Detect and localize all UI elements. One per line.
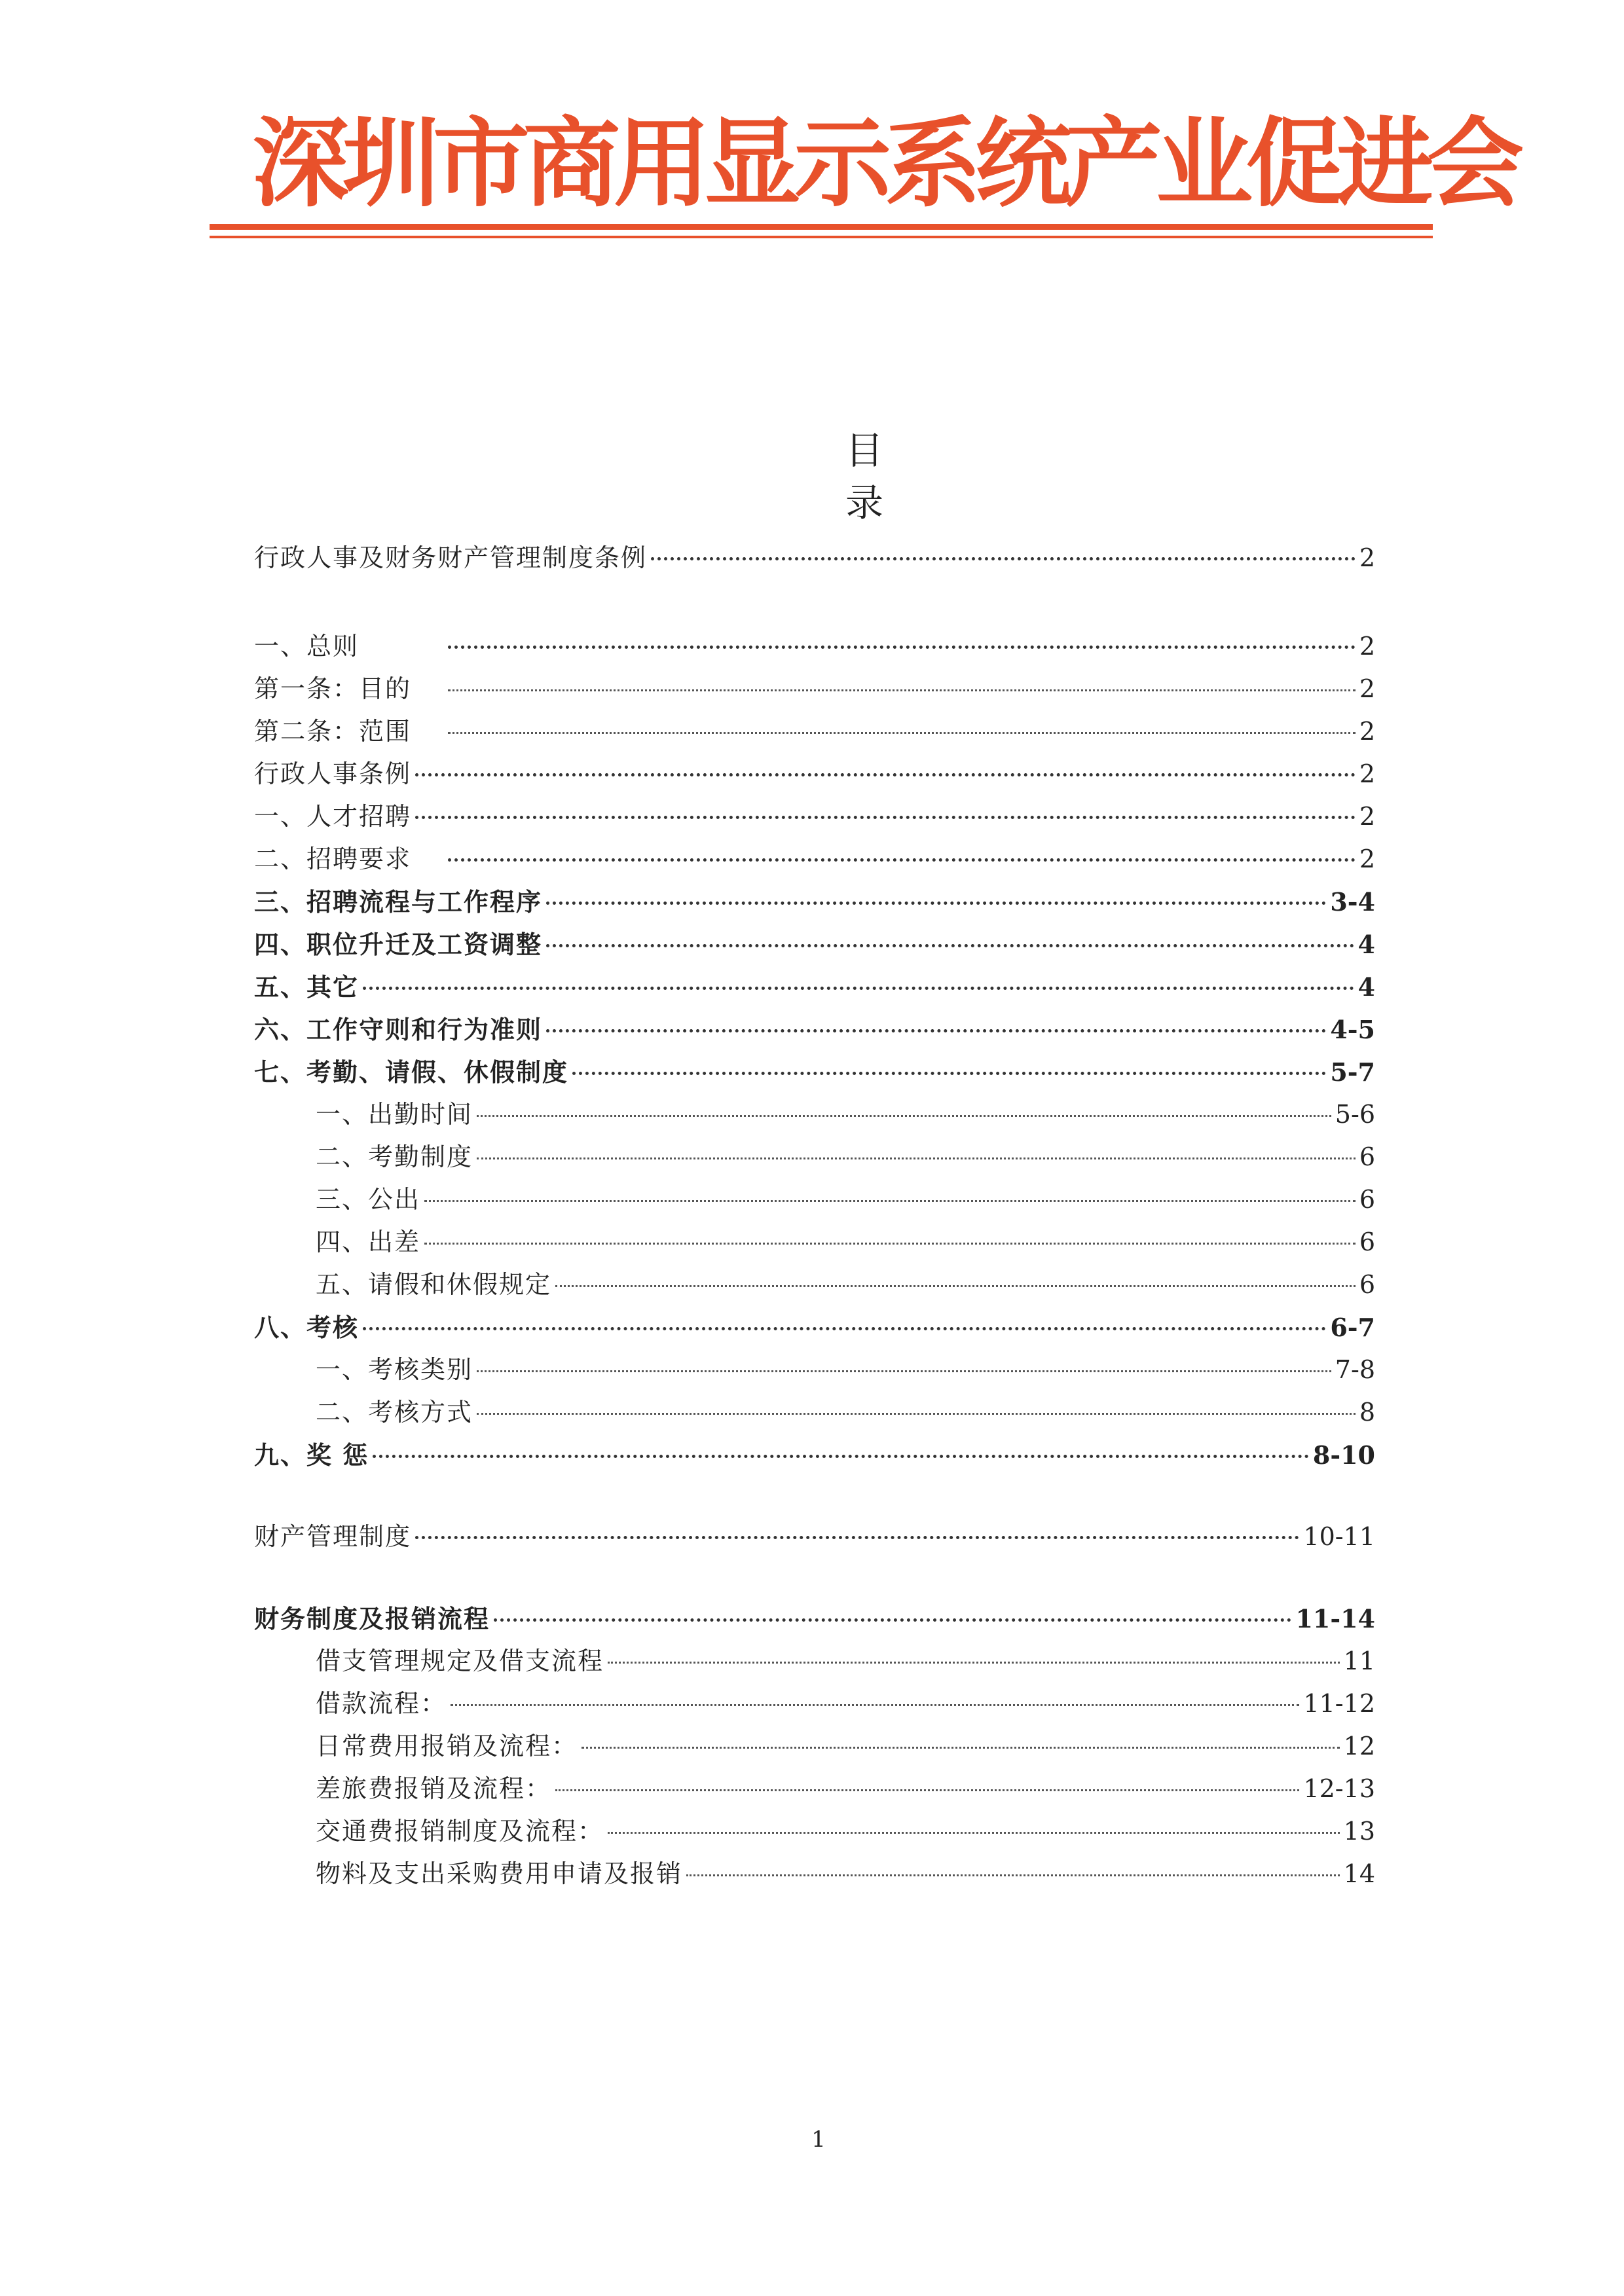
toc-entry[interactable] [254, 537, 1375, 579]
toc-entry[interactable] [254, 1810, 1375, 1853]
toc-leader-dots [651, 557, 1356, 560]
toc-entry-label: 一、人才招聘 [254, 802, 412, 831]
toc-entry[interactable] [254, 1349, 1375, 1391]
toc-entry-page: 11-14 [1295, 1604, 1375, 1633]
toc-entry-label: 第二条：范围 [254, 717, 412, 746]
toc-entry-label: 四、职位升迁及工资调整 [254, 930, 543, 959]
toc-entry-page: 4 [1357, 930, 1375, 959]
toc-entry[interactable] [254, 1306, 1375, 1349]
toc-leader-dots [477, 1157, 1356, 1159]
toc-entry-page: 3-4 [1330, 887, 1375, 917]
toc-entry-page: 8 [1359, 1398, 1375, 1427]
toc-leader-dots [477, 1413, 1356, 1415]
toc-entry-page: 2 [1359, 802, 1375, 831]
toc-entry[interactable] [254, 1008, 1375, 1051]
toc-entry[interactable] [254, 625, 1375, 668]
toc-leader-dots [608, 1662, 1340, 1664]
toc-entry-page: 13 [1343, 1817, 1375, 1846]
toc-entry-page: 11 [1343, 1647, 1375, 1675]
toc-entry-label: 九、奖 惩 [254, 1440, 369, 1470]
toc-entry-page: 14 [1343, 1859, 1375, 1888]
toc-leader-dots [451, 1704, 1299, 1706]
toc-entry-page: 6 [1359, 1270, 1375, 1299]
toc-entry-label: 借支管理规定及借支流程 [316, 1647, 604, 1675]
toc-entry-label: 二、考勤制度 [316, 1142, 473, 1171]
toc-entry-label: 五、其它 [254, 972, 360, 1002]
toc-entry-page: 2 [1359, 674, 1375, 703]
toc-entry-page: 5-7 [1330, 1057, 1375, 1087]
toc-entry-page: 6 [1359, 1185, 1375, 1214]
toc-leader-dots [363, 987, 1354, 990]
toc-entry-label: 差旅费报销及流程： [316, 1774, 552, 1803]
toc-leader-dots [546, 1029, 1326, 1032]
toc-entry-page: 6-7 [1330, 1313, 1375, 1342]
toc-entry[interactable] [254, 1221, 1375, 1264]
toc-entry-page: 8-10 [1312, 1440, 1375, 1470]
page-number: 1 [811, 2126, 826, 2153]
toc-entry[interactable] [254, 1516, 1375, 1558]
toc-entry-page: 2 [1359, 717, 1375, 746]
toc-entry-page: 2 [1359, 845, 1375, 873]
toc-entry[interactable] [254, 1725, 1375, 1768]
toc-leader-dots [448, 689, 1356, 691]
toc-entry-page: 6 [1359, 1142, 1375, 1171]
toc-entry-label: 四、出差 [316, 1228, 421, 1256]
toc-entry-label: 日常费用报销及流程： [316, 1732, 578, 1760]
toc-entry[interactable] [254, 1768, 1375, 1810]
toc-leader-dots [373, 1455, 1309, 1458]
toc-entry[interactable] [254, 1093, 1375, 1136]
letterhead-organization-name: 深圳市商用显示系统产业促进会 [252, 107, 1517, 220]
toc-entry-page: 4-5 [1330, 1015, 1375, 1044]
toc-entry[interactable] [254, 1683, 1375, 1725]
toc-entry[interactable] [254, 1051, 1375, 1093]
toc-entry-page: 2 [1359, 759, 1375, 788]
toc-entry[interactable] [254, 881, 1375, 923]
toc-entry-label: 二、招聘要求 [254, 845, 412, 873]
toc-entry-label: 三、公出 [316, 1185, 421, 1214]
toc-entry-label: 物料及支出采购费用申请及报销 [316, 1859, 683, 1888]
toc-leader-dots [477, 1370, 1331, 1372]
toc-entry-page: 11-12 [1303, 1689, 1375, 1718]
toc-entry-page: 2 [1359, 543, 1375, 572]
table-of-contents [254, 537, 1375, 1895]
toc-leader-dots [415, 773, 1356, 776]
toc-entry-label: 交通费报销制度及流程： [316, 1817, 604, 1846]
toc-entry-label: 二、考核方式 [316, 1398, 473, 1427]
toc-entry[interactable] [254, 923, 1375, 966]
toc-entry[interactable] [254, 1178, 1375, 1221]
toc-entry[interactable] [254, 966, 1375, 1008]
toc-entry[interactable] [254, 795, 1375, 838]
toc-entry-page: 6 [1359, 1228, 1375, 1256]
toc-leader-dots [415, 816, 1356, 819]
toc-entry-page: 12-13 [1303, 1774, 1375, 1803]
toc-leader-dots [424, 1243, 1356, 1245]
toc-leader-dots [477, 1115, 1331, 1117]
toc-entry-label: 七、考勤、请假、休假制度 [254, 1057, 569, 1087]
toc-entry[interactable] [254, 1391, 1375, 1434]
toc-entry-label: 行政人事及财务财产管理制度条例 [254, 543, 648, 572]
toc-entry-page: 5-6 [1335, 1100, 1375, 1129]
toc-entry-page: 10-11 [1303, 1522, 1375, 1551]
toc-leader-dots [686, 1874, 1340, 1876]
toc-entry-label: 八、考核 [254, 1313, 360, 1342]
toc-entry-label: 财务制度及报销流程 [254, 1604, 490, 1633]
toc-entry-label: 一、总则 [254, 632, 360, 661]
toc-leader-dots [581, 1747, 1340, 1749]
letterhead-rule-thin [210, 236, 1433, 238]
toc-leader-dots [546, 902, 1326, 905]
toc-leader-dots [546, 944, 1354, 947]
toc-leader-dots [494, 1618, 1291, 1622]
toc-entry-label: 行政人事条例 [254, 759, 412, 788]
toc-entry-label: 财产管理制度 [254, 1522, 412, 1551]
toc-leader-dots [415, 1536, 1299, 1539]
toc-entry-page: 12 [1343, 1732, 1375, 1760]
toc-entry[interactable] [254, 710, 1375, 753]
toc-entry-label: 一、出勤时间 [316, 1100, 473, 1129]
toc-entry[interactable] [254, 1853, 1375, 1895]
toc-leader-dots [448, 732, 1356, 734]
toc-entry[interactable] [254, 753, 1375, 795]
toc-leader-dots [363, 1327, 1326, 1330]
toc-entry[interactable] [254, 1597, 1375, 1640]
toc-leader-dots [424, 1200, 1356, 1202]
toc-entry-page: 2 [1359, 632, 1375, 661]
toc-entry-label: 五、请假和休假规定 [316, 1270, 552, 1299]
toc-entry-label: 借款流程： [316, 1689, 447, 1718]
toc-entry-page: 7-8 [1335, 1355, 1375, 1384]
toc-entry[interactable] [254, 668, 1375, 710]
toc-leader-dots [555, 1789, 1299, 1791]
letterhead-rule-thick [210, 224, 1433, 230]
toc-leader-dots [448, 858, 1356, 862]
toc-entry-page: 4 [1357, 972, 1375, 1002]
toc-leader-dots [555, 1285, 1356, 1287]
toc-entry-label: 三、招聘流程与工作程序 [254, 887, 543, 917]
toc-entry-label: 六、工作守则和行为准则 [254, 1015, 543, 1044]
toc-entry-label: 一、考核类别 [316, 1355, 473, 1384]
toc-leader-dots [448, 646, 1356, 649]
toc-entry[interactable] [254, 838, 1375, 881]
toc-entry[interactable] [254, 1136, 1375, 1178]
toc-entry[interactable] [254, 1434, 1375, 1476]
toc-entry[interactable] [254, 1640, 1375, 1683]
toc-entry[interactable] [254, 1264, 1375, 1306]
toc-leader-dots [572, 1072, 1326, 1075]
toc-title: 目 录 [845, 428, 936, 525]
toc-leader-dots [608, 1832, 1340, 1834]
toc-entry-label: 第一条：目的 [254, 674, 412, 703]
